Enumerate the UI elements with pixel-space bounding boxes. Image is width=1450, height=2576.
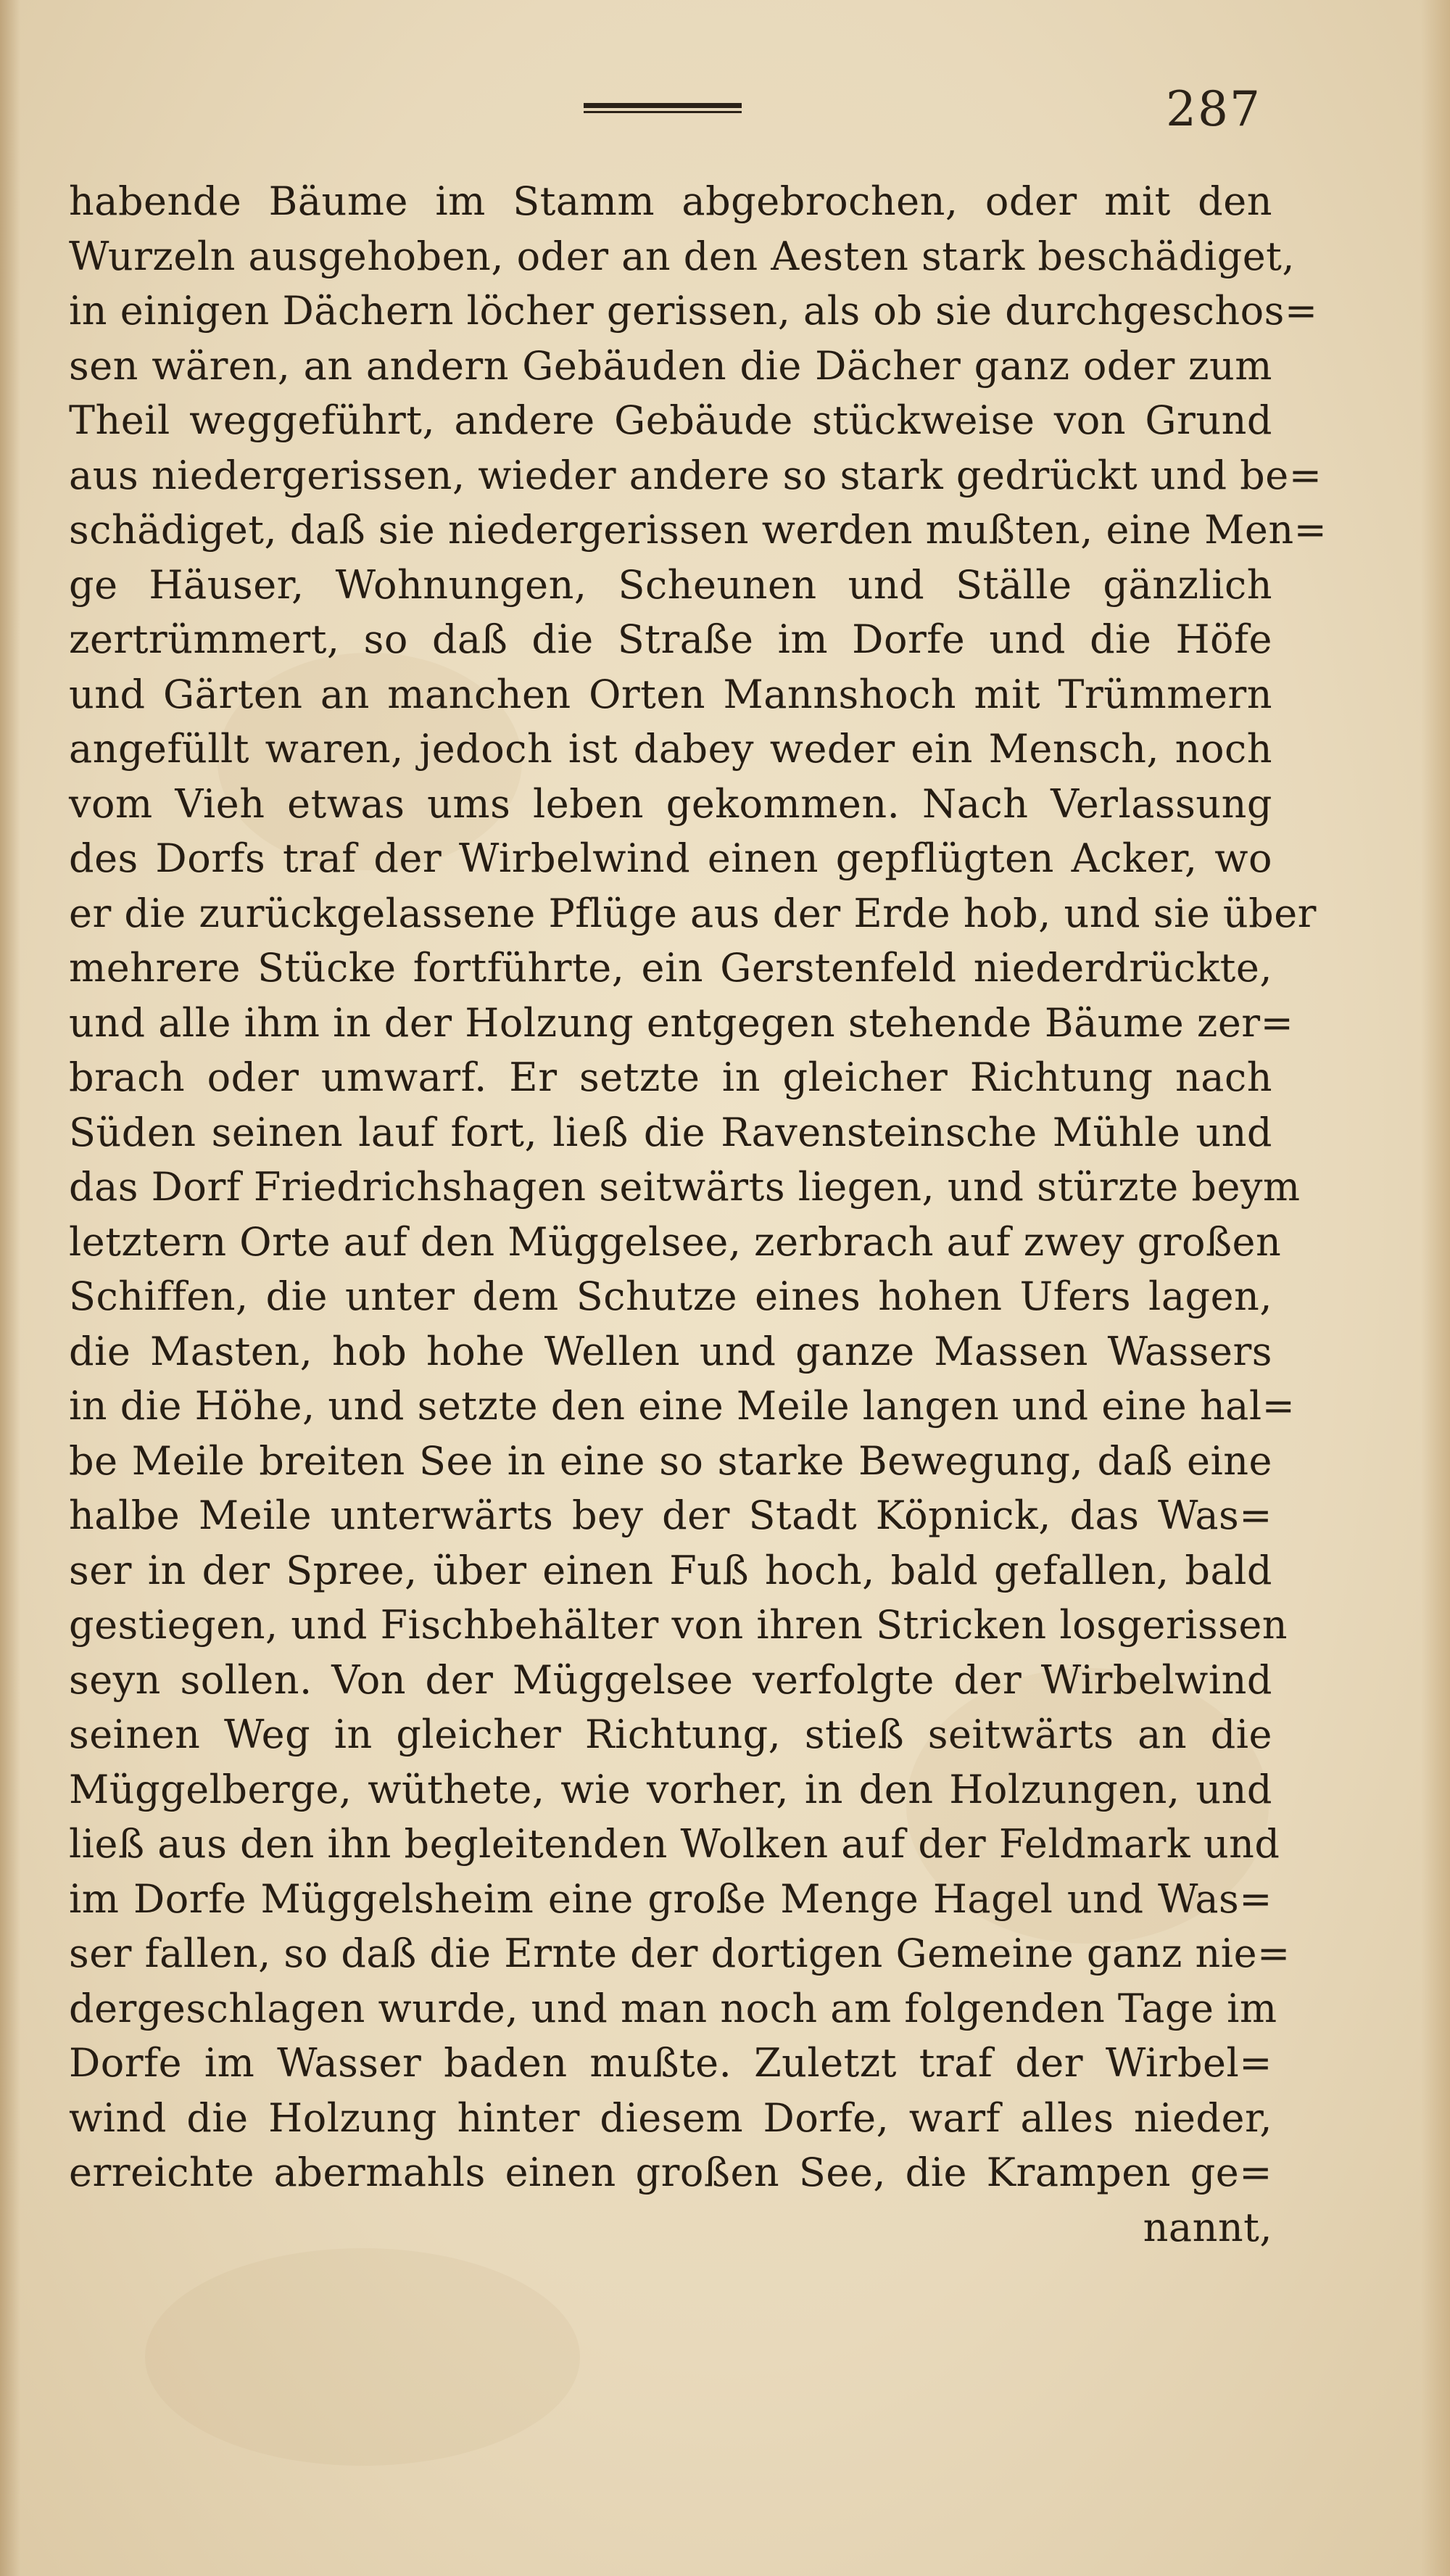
text-line: aus niedergerissen, wieder andere so stark gedrückt und be=: [69, 452, 1322, 498]
text-line: das Dorf Friedrichshagen seitwärts liegen, und stürzte beym: [69, 1164, 1301, 1210]
text-line: in einigen Dächern löcher gerissen, als ob sie durchgeschos=: [69, 288, 1318, 334]
text-line: und Gärten an manchen Orten Mannshoch mit Trümmern: [69, 671, 1272, 717]
text-line: Theil weggeführt, andere Gebäude stückweise von Grund: [69, 397, 1272, 443]
text-line: in die Höhe, und setzte den eine Meile langen und eine hal=: [69, 1383, 1296, 1429]
text-line: letztern Orte auf den Müggelsee, zerbrach auf zwey großen: [69, 1218, 1282, 1265]
catchword: nannt,: [1143, 2204, 1272, 2250]
text-line: angefüllt waren, jedoch ist dabey weder ein Mensch, noch: [69, 726, 1272, 772]
text-line: seinen Weg in gleicher Richtung, stieß seitwärts an die: [69, 1712, 1272, 1757]
text-line: wind die Holzung hinter diesem Dorfe, warf alles nieder,: [69, 2094, 1272, 2141]
text-line: gestiegen, und Fischbehälter von ihren Stricken losgerissen: [69, 1602, 1288, 1648]
text-line: seyn sollen. Von der Müggelsee verfolgte der Wirbelwind: [69, 1656, 1272, 1703]
text-line: er die zurückgelassene Pflüge aus der Erde hob, und sie über: [69, 890, 1317, 936]
text-line: ge Häuser, Wohnungen, Scheunen und Ställe gänzlich: [69, 561, 1272, 608]
text-line: habende Bäume im Stamm abgebrochen, oder mit den: [69, 178, 1272, 224]
text-line: schädiget, daß sie niedergerissen werden mußten, eine Men=: [69, 507, 1327, 553]
text-line: be Meile breiten See in eine so starke Bewegung, daß eine: [69, 1437, 1272, 1484]
text-line: ser in der Spree, über einen Fuß hoch, bald gefallen, bald: [69, 1547, 1272, 1593]
text-line: Wurzeln ausgehoben, oder an den Aesten stark beschädiget,: [69, 233, 1296, 279]
text-line: Müggelberge, wüthete, wie vorher, in den Holzungen, und: [69, 1766, 1272, 1812]
text-line: die Masten, hob hohe Wellen und ganze Massen Wassers: [69, 1328, 1272, 1374]
text-line: erreichte abermahls einen großen See, die Krampen ge=: [69, 2150, 1272, 2195]
text-line: brach oder umwarf. Er setzte in gleicher Richtung nach: [69, 1054, 1272, 1100]
body-text: [69, 174, 1327, 2255]
text-line: halbe Meile unterwärts bey der Stadt Köpnick, das Was=: [69, 1493, 1272, 1538]
text-line: Schiffen, die unter dem Schutze eines hohen Ufers lagen,: [69, 1273, 1272, 1319]
text-line: Süden seinen lauf fort, ließ die Ravensteinsche Mühle und: [69, 1109, 1272, 1155]
paper-stain: [145, 2248, 580, 2466]
text-line: und alle ihm in der Holzung entgegen stehende Bäume zer=: [69, 999, 1294, 1046]
text-line: des Dorfs traf der Wirbelwind einen gepflügten Acker, wo: [69, 835, 1272, 881]
page-right-edge-shadow: [1421, 0, 1450, 2576]
text-line: ser fallen, so daß die Ernte der dortigen Gemeine ganz nie=: [69, 1931, 1290, 1976]
text-line: ließ aus den ihn begleitenden Wolken auf der Feldmark und: [69, 1821, 1280, 1867]
text-line: Dorfe im Wasser baden mußte. Zuletzt traf der Wirbel=: [69, 2040, 1272, 2086]
page-left-edge-shadow: [0, 0, 20, 2576]
header-rule: [584, 103, 742, 116]
text-line: zertrümmert, so daß die Straße im Dorfe und die Höfe: [69, 616, 1272, 662]
text-line: im Dorfe Müggelsheim eine große Menge Hagel und Was=: [69, 1875, 1272, 1922]
text-line: vom Vieh etwas ums leben gekommen. Nach Verlassung: [69, 780, 1272, 827]
text-line: sen wären, an andern Gebäuden die Dächer ganz oder zum: [69, 342, 1272, 389]
page-number: 287: [1166, 81, 1262, 137]
text-line: mehrere Stücke fortführte, ein Gerstenfeld niederdrückte,: [69, 945, 1272, 991]
text-line: dergeschlagen wurde, und man noch am folgenden Tage im: [69, 1985, 1277, 2031]
